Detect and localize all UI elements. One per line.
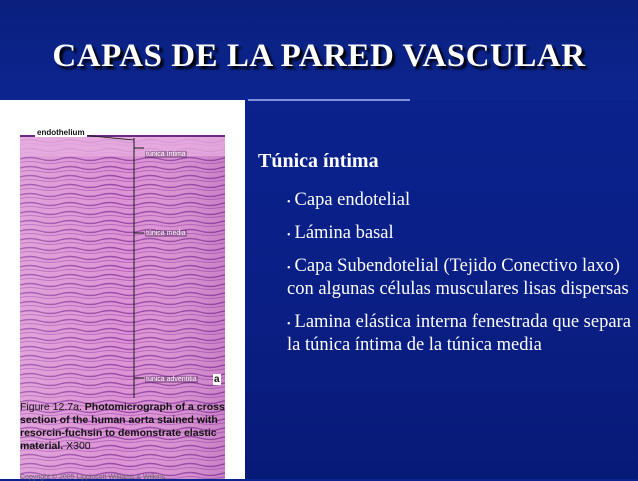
label-tunica-media: túnica media bbox=[146, 230, 186, 237]
slide-title: CAPAS DE LA PARED VASCULAR bbox=[52, 38, 586, 74]
figure-caption bbox=[20, 401, 240, 453]
bullet-dot-icon: • bbox=[287, 197, 291, 208]
bullet-item bbox=[287, 311, 633, 357]
bullet-item bbox=[287, 189, 633, 212]
caption-bold: Photomicrograph of a cross section of the human aorta stained with resorcin-fuchsin to demonstrate elastic material. bbox=[20, 401, 225, 452]
label-tunica-adventitia: túnica adventitia bbox=[146, 376, 197, 383]
bullet-list bbox=[258, 189, 633, 357]
copyright-text: Copyright © 2005 Lippincott Williams & Wilkins bbox=[20, 474, 166, 481]
bullet-text: Lámina basal bbox=[294, 223, 394, 243]
bullet-item bbox=[287, 222, 633, 245]
section-heading: Túnica íntima bbox=[258, 150, 379, 172]
bullet-dot-icon: • bbox=[287, 263, 291, 274]
title-divider bbox=[248, 99, 410, 101]
bullet-dot-icon: • bbox=[287, 319, 291, 330]
label-tunica-intima: túnica íntima bbox=[146, 151, 186, 158]
label-endothelium: endothelium bbox=[37, 128, 85, 137]
bullet-text: Capa Subendotelial (Tejido Conectivo laxo) con algunas células musculares lisas dispersas bbox=[287, 256, 629, 299]
label-panel-letter: a bbox=[214, 374, 220, 385]
caption-prefix: Figure 12.7a. bbox=[20, 401, 82, 413]
caption-suffix: X300 bbox=[66, 440, 91, 452]
bullet-dot-icon: • bbox=[287, 230, 291, 241]
bullet-text: Lamina elástica interna fenestrada que separa la túnica íntima de la túnica media bbox=[287, 312, 631, 355]
bullet-text: Capa endotelial bbox=[294, 190, 411, 210]
slide-content bbox=[258, 150, 633, 367]
bullet-item bbox=[287, 255, 633, 301]
